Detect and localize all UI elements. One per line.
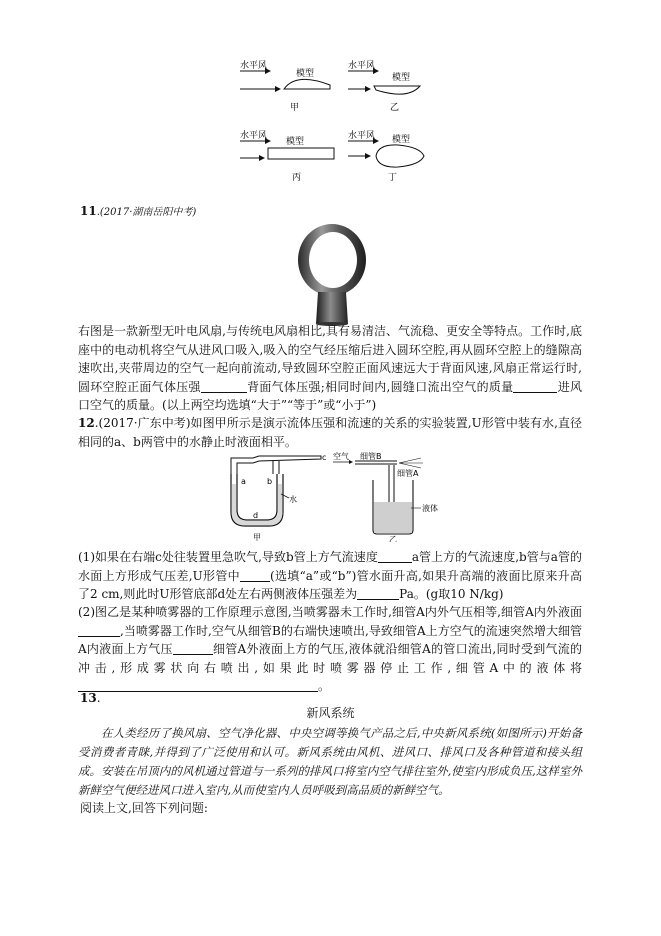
q13-dot: . [96,691,101,705]
answer-blank-4[interactable] [240,569,270,582]
wind-models-figure [226,48,436,213]
q11-body [78,322,582,415]
q11-heading [80,203,196,221]
answer-blank-2[interactable] [513,380,557,393]
wind-label: 水平风 [348,61,376,71]
model-ding [348,129,424,183]
answer-blank-8[interactable] [78,679,318,692]
q12-part2-text-2: ,当喷雾器工作时,空气从细管B的右端快速喷出,导致细管A上方空气的流速突然增大细管A内液面上方气压 [78,623,582,656]
answer-blank-1[interactable] [201,380,247,393]
q13-title: 新风系统 [306,706,355,720]
q12-part2 [78,603,582,696]
caption: 乙 [390,103,400,113]
model-bing [240,129,334,183]
wind-label: 水平风 [240,61,268,71]
q12-figure [225,450,465,542]
q11-text-2: 背面气体压强;相同时间内,圆缝口流出空气的质量 [246,379,514,394]
wind-label: 水平风 [240,131,268,141]
caption: 丁 [388,173,398,183]
model-jia [240,59,330,113]
q13-passage: 在人类经历了换风扇、空气净化器、中央空调等换气产品之后,中央新风系统(如图所示)开始备受消费者青睐,并得到了广泛使用和认可。新风系统由风机、进风口、排风口及各种管道和接头组成。安装在吊顶内的风机通过管道与一系列的排风口将室内空气排往室外,使室内形成负压,这样室外新鲜空气便经进风口进入室内,从而使室内人员呼吸到高品质的新鲜空气。 [78,726,582,797]
model-shape [268,148,334,159]
bladeless-fan-image [285,222,381,326]
answer-blank-6[interactable] [78,624,120,637]
q12-part2-text-1: (2)图乙是某种喷雾器的工作原理示意图,当喷雾器未工作时,细管A内外气压相等,细管A内外液面 [78,605,582,619]
caption: 丙 [292,173,302,183]
model-label: 模型 [392,135,411,145]
label-thin-b: 细管B [360,452,382,461]
model-label: 模型 [392,73,411,83]
q12-part1-text-3: (选填“a”或“b”)管水面升高,如果升高端的液面比原来升高了2 cm,则此时U形管底部d处左右两侧液体压强差为 [78,568,582,601]
caption: 甲 [290,103,300,113]
label-liquid: 液体 [422,504,438,513]
model-shape [374,86,420,94]
q12-part1-text-1: (1)如果在右端c处往装置里急吹气,导致b管上方气流速度 [78,550,378,564]
q12-intro-text: .(2017·广东中考)如图甲所示是演示流体压强和流速的关系的实验装置,U形管中装有水,直径相同的a、b两管中的水静止时液面相平。 [78,416,582,449]
answer-blank-7[interactable] [173,642,213,655]
q12-part1-text-2: a管上方的气流速度,b管与a管的水面上方形成气压差,U形管中 [78,550,583,583]
model-shape [284,79,330,89]
label-air: 空气 [333,452,349,461]
q11-text-3: 进风口空气的质量。(以上两空均选填“大于”“等于”或“小于”) [78,379,582,412]
model-label: 模型 [296,69,315,79]
q12-part2-text-4: 。 [318,679,331,693]
model-shape [376,145,424,167]
q11-text-1: 右图是一款新型无叶电风扇,与传统电风扇相比,具有易清洁、气流稳、更安全等特点。工作时,底座中的电动机将空气从进风口吸入,吸入的空气经压缩后进入圆环空腔,再从圆环空腔上的缝隙高速吹出,夹带周边的空气一起向前流动,导致圆环空腔正面风速远大于背面风速,风扇正常运行时,圆环空腔正面气体压强 [78,324,582,394]
q12-intro [78,414,582,451]
q11-number: 11 [80,204,97,218]
q12-part1-text-4: Pa。(g取10 N/kg) [399,587,504,601]
q13-prompt: 阅读上文,回答下列问题: [80,801,208,815]
label-thin-a: 细管A [397,469,419,478]
q12-number: 12 [78,416,95,430]
q12-part1 [78,548,582,604]
label-a: a [241,477,246,486]
answer-blank-5[interactable] [357,587,399,600]
model-label: 模型 [286,137,305,147]
u-tube-apparatus [231,453,326,542]
q11-source: .(2017·湖南岳阳中考) [96,207,197,218]
label-b: b [267,477,273,486]
caption-yi: 乙 [389,535,397,542]
label-water: 水 [289,495,297,504]
sprayer-apparatus [333,451,438,542]
label-d: d [253,511,259,520]
model-yi [348,59,420,113]
answer-blank-3[interactable] [378,550,412,563]
wind-label: 水平风 [348,131,376,141]
q12-part2-text-3: 细管A外液面上方的气压,液体就沿细管A的管口流出,同时受到气流的冲击,形成雾状向右喷出,如果此时喷雾器停止工作,细管A中的液体将 [78,642,583,675]
label-c: c [322,453,327,462]
caption-jia: 甲 [253,533,261,542]
q13-number: 13 [80,691,97,705]
